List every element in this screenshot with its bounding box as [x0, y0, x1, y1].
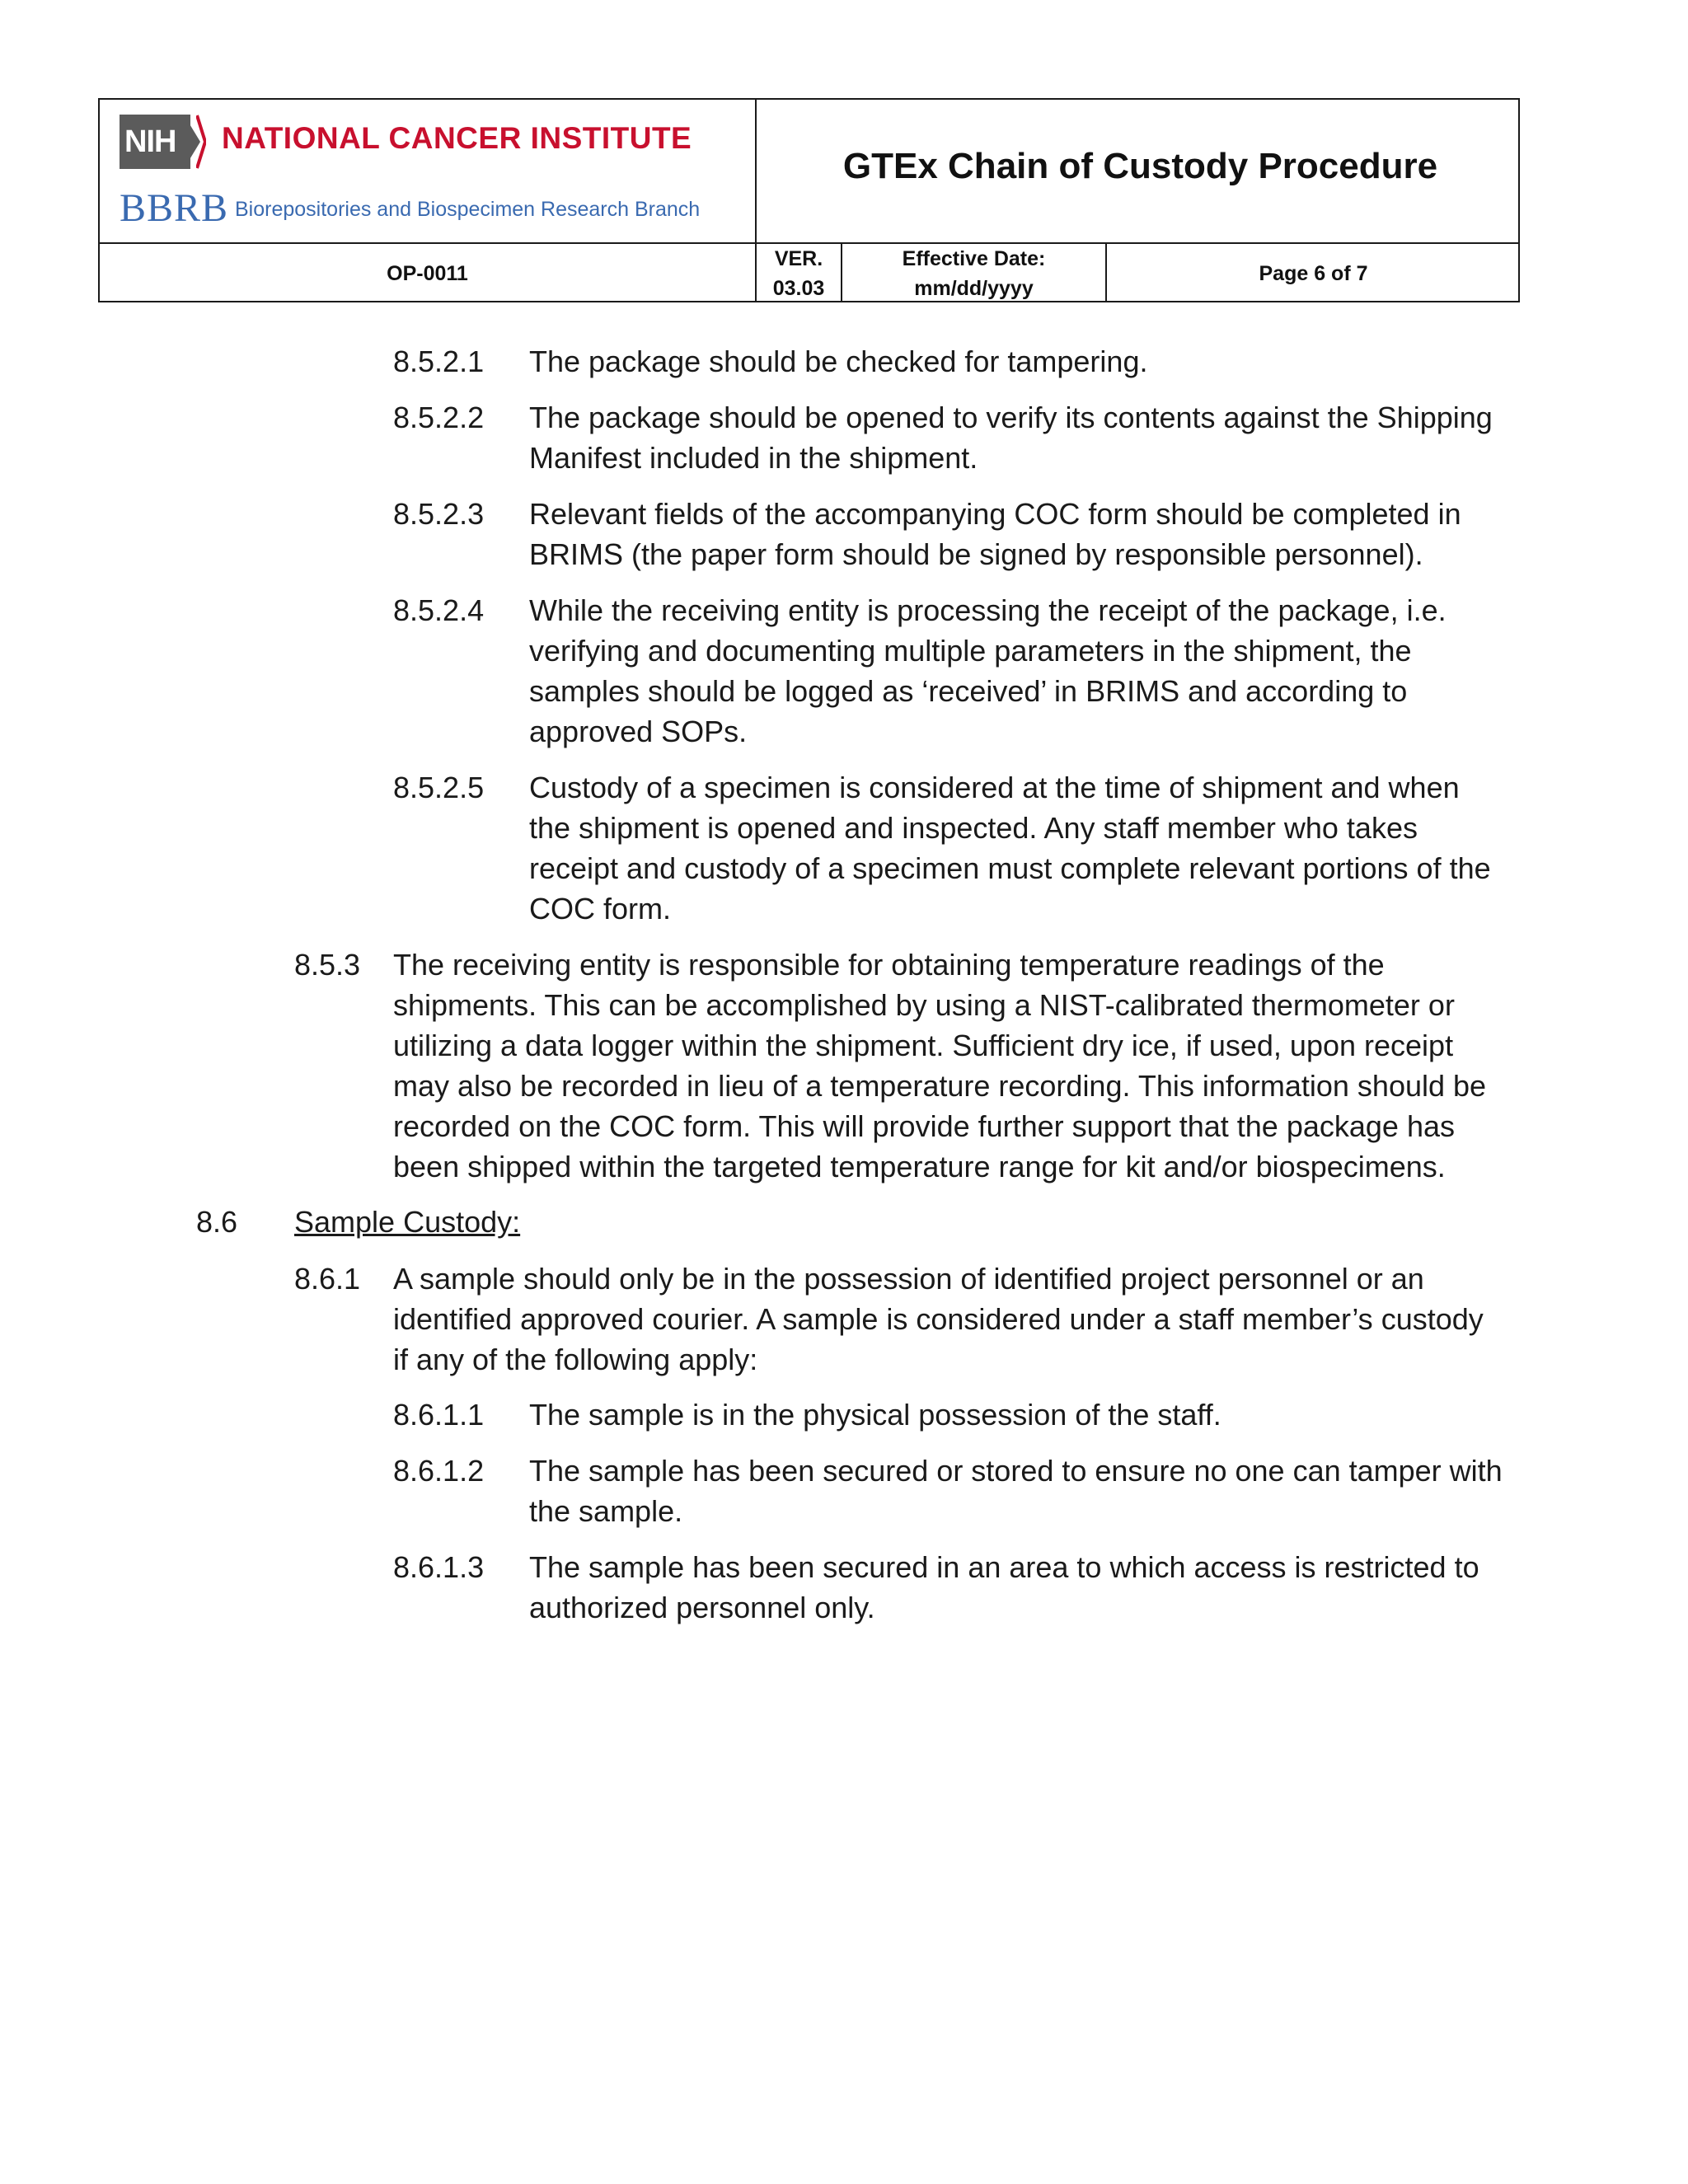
header-table: [98, 98, 1520, 302]
section-number: 8.5.2.1: [393, 344, 485, 378]
section-number: 8.6: [196, 1205, 238, 1239]
nih-red-chevron-icon: [196, 115, 206, 169]
version-cell: [757, 244, 841, 302]
effective-date-label: Effective Date:: [902, 246, 1046, 270]
nih-logo-badge: NIH: [120, 115, 190, 169]
institute-name: NATIONAL CANCER INSTITUTE: [222, 121, 692, 155]
section-number: 8.6.1: [294, 1262, 361, 1296]
section-text: Custody of a specimen is considered at the time of shipment and when the shipment is opened and inspected. Any staff member who takes receipt and custody of a specimen must complete relevant portions of the COC form.: [529, 771, 1491, 926]
version-label: VER.: [774, 246, 823, 270]
section-text: Relevant fields of the accompanying COC form should be completed in BRIMS (the paper form should be signed by responsible personnel).: [529, 497, 1461, 571]
version-value: 03.03: [772, 276, 825, 300]
section-text: The package should be checked for tampering.: [529, 344, 1148, 378]
section-number: 8.5.2.4: [393, 593, 485, 627]
section-number: 8.5.2.3: [393, 497, 485, 531]
section-heading: Sample Custody:: [294, 1205, 521, 1239]
section-text: The package should be opened to verify its contents against the Shipping Manifest included in the shipment.: [529, 401, 1493, 475]
section-number: 8.6.1.3: [393, 1550, 485, 1584]
section-number: 8.5.2.5: [393, 771, 485, 804]
section-number: 8.5.3: [294, 948, 361, 982]
section-text: The sample is in the physical possession of the staff.: [529, 1398, 1221, 1432]
branch-abbreviation: BBRB: [120, 186, 229, 230]
effective-date-cell: [842, 244, 1105, 302]
document-id: OP-0011: [387, 261, 468, 285]
document-title: GTEx Chain of Custody Procedure: [842, 146, 1438, 186]
section-text: A sample should only be in the possession of identified project personnel or an identified approved courier. A sample is considered under a staff member’s custody if any of the following apply:: [393, 1262, 1484, 1376]
section-text: The sample has been secured or stored to ensure no one can tamper with the sample.: [529, 1454, 1503, 1528]
page-number-cell: [1107, 244, 1520, 302]
section-text: The sample has been secured in an area to which access is restricted to authorized personnel only.: [529, 1550, 1479, 1624]
page-number: Page 6 of 7: [1259, 261, 1368, 285]
section-number: 8.5.2.2: [393, 401, 485, 434]
branch-name: Biorepositories and Biospecimen Research Branch: [235, 198, 701, 221]
section-number: 8.6.1.1: [393, 1398, 485, 1432]
effective-date-value: mm/dd/yyyy: [914, 276, 1034, 300]
section-text: While the receiving entity is processing the receipt of the package, i.e. verifying and documenting multiple parameters in the shipment, the samples should be logged as ‘received’ in BRIMS and according to approved SOPs.: [529, 593, 1447, 748]
section-number: 8.6.1.2: [393, 1454, 485, 1488]
document-id-cell: [100, 244, 755, 302]
section-text: The receiving entity is responsible for obtaining temperature readings of the shipments. This can be accomplished by using a NIST-calibrated thermometer or utilizing a data logger within the shipment. Sufficient dry ice, if used, upon receipt may also be recorded in lieu of a temperature recording. This information should be recorded on the COC form. This will provide further support that the package has been shipped within the targeted temperature range for kit and/or biospecimens.: [393, 948, 1487, 1183]
nci-bbrb-logo: [120, 115, 762, 230]
